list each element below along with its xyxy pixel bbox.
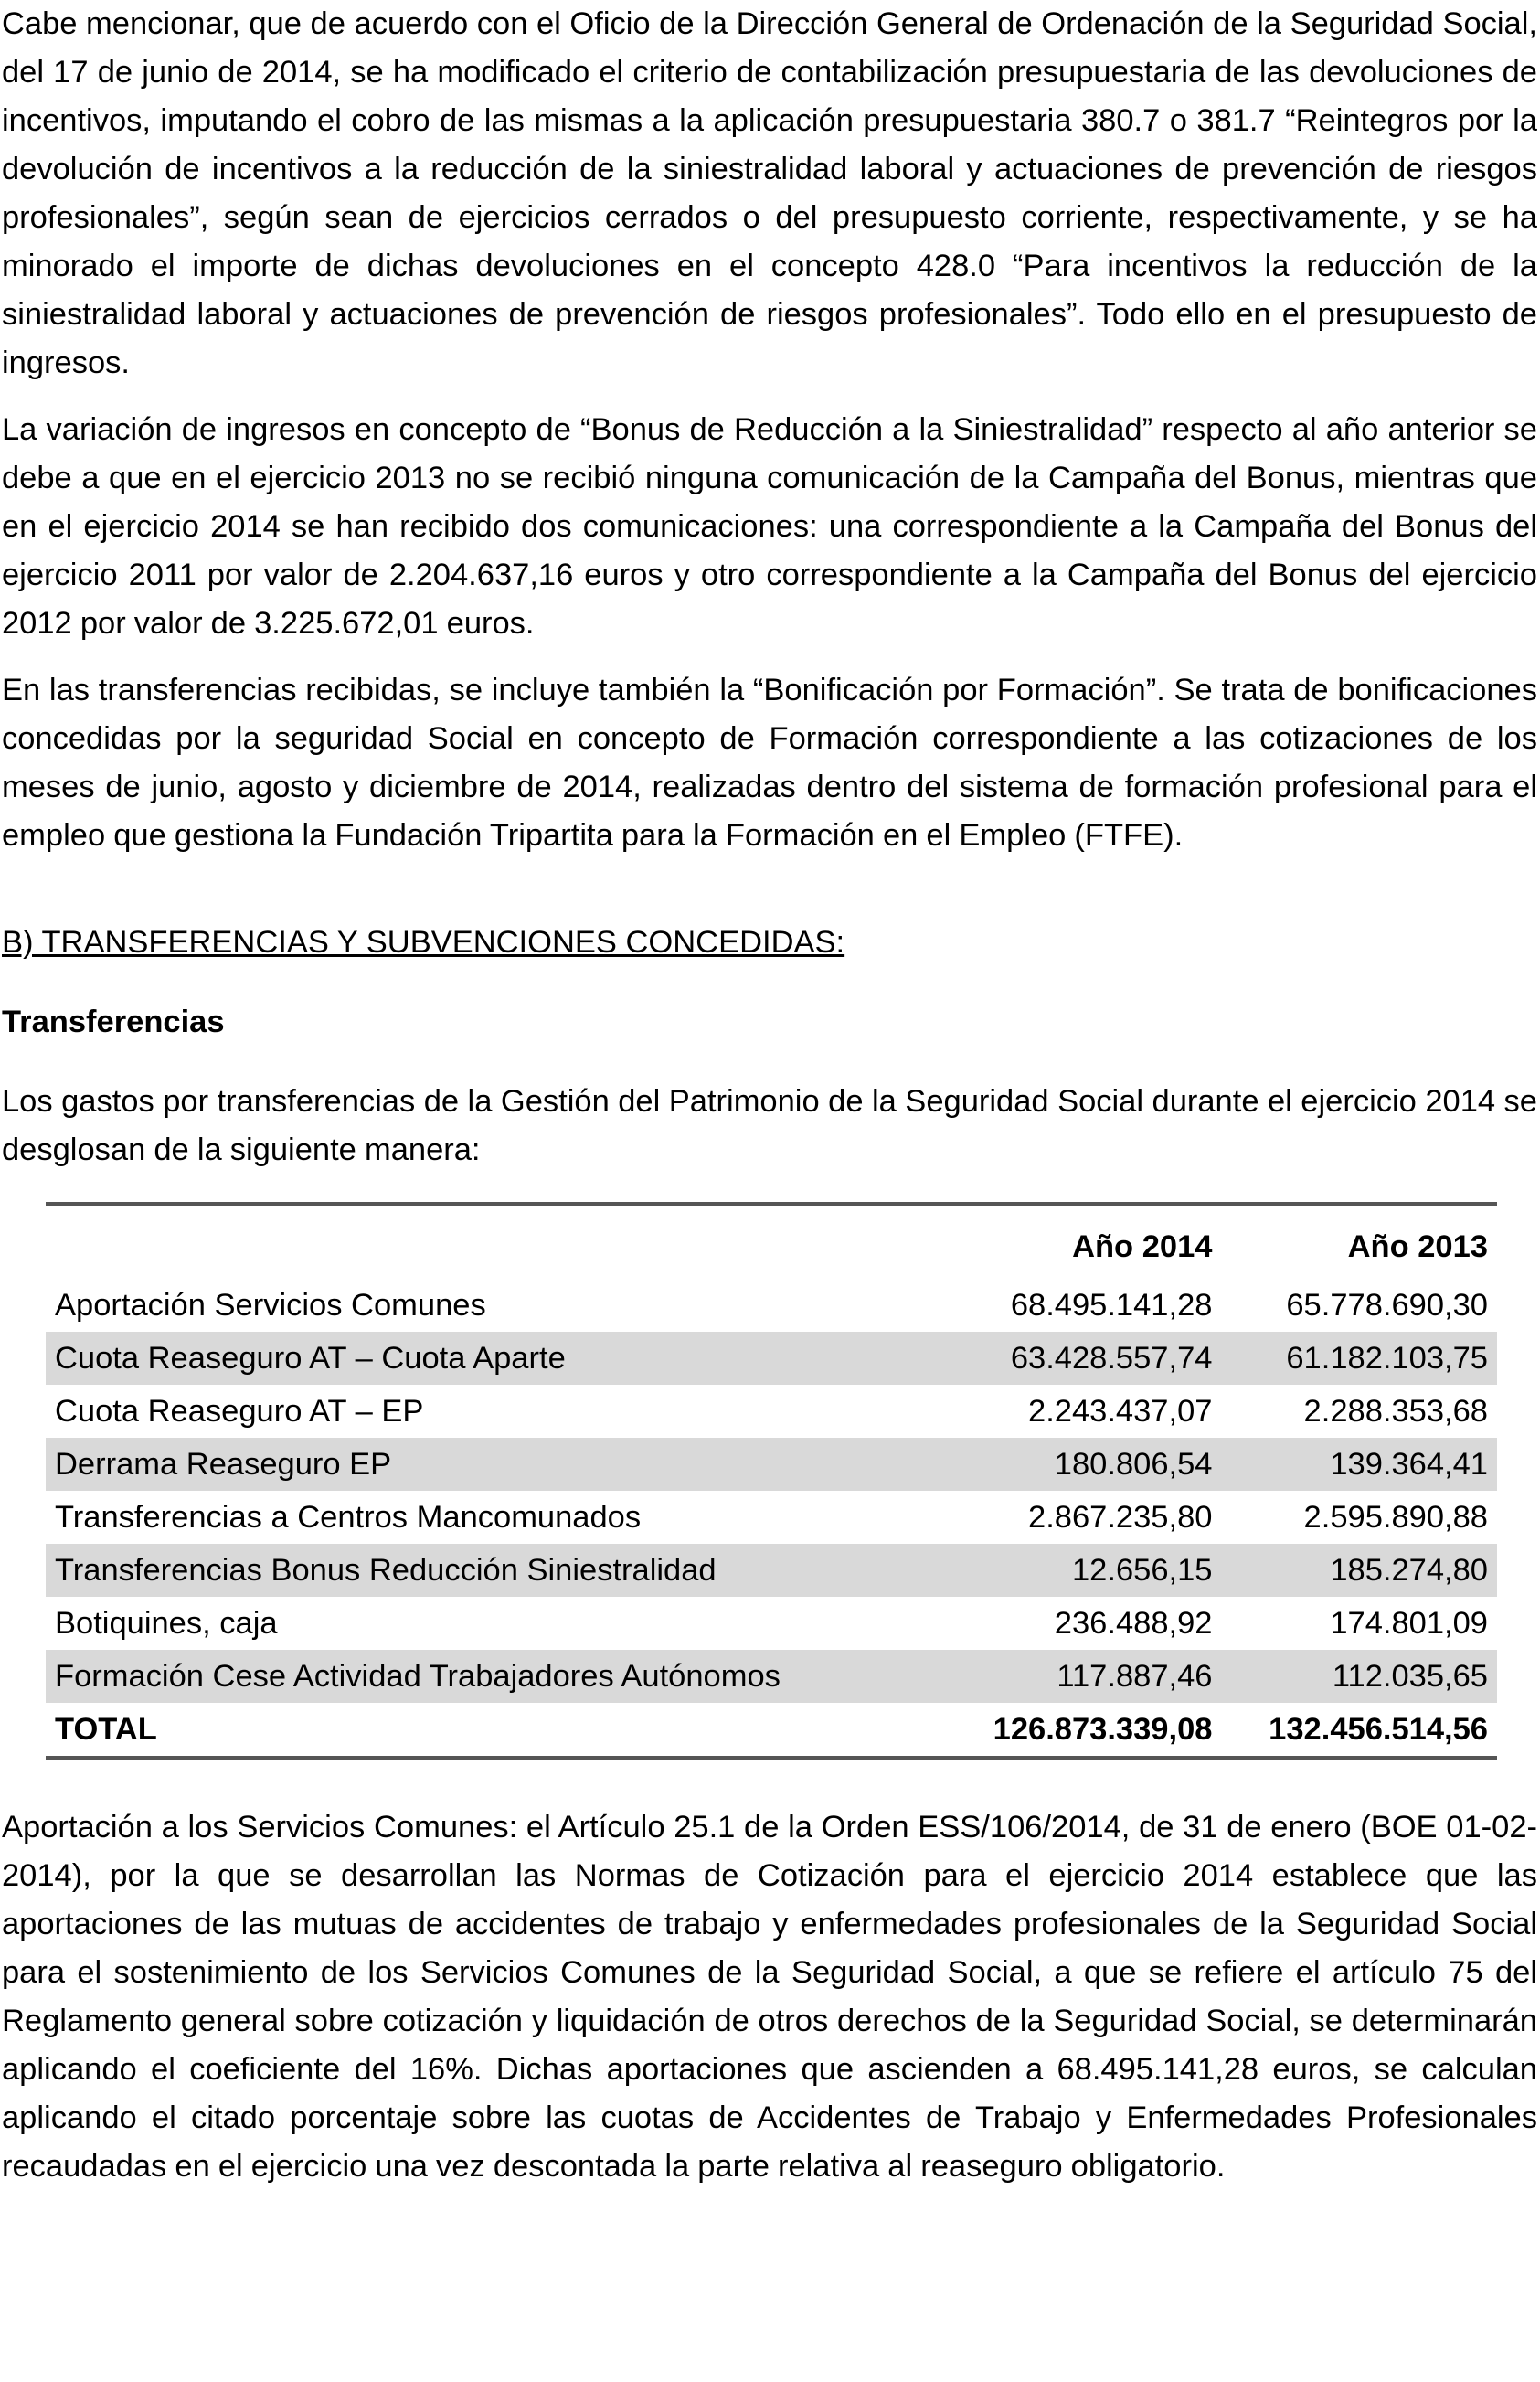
paragraph-devoluciones-incentivos: Cabe mencionar, que de acuerdo con el Oficio de la Dirección General de Ordenación de la Seguridad Social, del 17 de junio de 2014, se ha modificado el criterio de contabilización presupuestaria de las devoluciones de incentivos, imputando el cobro de las mismas a la aplicación presupuestaria 380.7 o 381.7 “Reintegros por la devolución de incentivos a la reducción de la siniestralidad laboral y actuaciones de prevención de riesgos profesionales”, según sean de ejercicios cerrados o del presupuesto corriente, respectivamente, y se ha minorado el importe de dichas devoluciones en el concepto 428.0 “Para incentivos la reducción de la siniestralidad laboral y actuaciones de prevención de riesgos profesionales”. Todo ello en el presupuesto de ingresos. (2, 6, 1537, 380)
total-value-2013: 132.456.514,56 (1269, 1711, 1488, 1747)
row-value-2014: 2.243.437,07 (1028, 1393, 1213, 1429)
section-heading: B) TRANSFERENCIAS Y SUBVENCIONES CONCEDIDAS: (2, 925, 845, 960)
row-value-2013: 2.595.890,88 (1303, 1499, 1488, 1535)
table-header-2013: Año 2013 (1347, 1228, 1488, 1264)
table-header-2014: Año 2014 (1072, 1228, 1213, 1264)
table-row (46, 1279, 1497, 1332)
row-value-2014: 236.488,92 (1054, 1605, 1213, 1641)
total-value-2014: 126.873.339,08 (993, 1711, 1213, 1747)
row-value-2014: 117.887,46 (946, 1650, 1222, 1703)
row-value-2013: 2.288.353,68 (1303, 1393, 1488, 1429)
row-value-2014: 180.806,54 (946, 1438, 1222, 1491)
row-value-2013: 185.274,80 (1221, 1544, 1497, 1597)
row-label: Transferencias a Centros Mancomunados (55, 1499, 642, 1535)
row-label: Cuota Reaseguro AT – EP (55, 1393, 424, 1429)
subheading-transferencias: Transferencias (2, 1005, 225, 1039)
row-value-2013: 61.182.103,75 (1221, 1332, 1497, 1385)
table-row (46, 1544, 1497, 1597)
table-row (46, 1385, 1497, 1438)
total-label: TOTAL (55, 1711, 157, 1747)
transferencias-table-container (46, 1202, 1497, 1760)
table-row (46, 1491, 1497, 1544)
row-value-2014: 2.867.235,80 (1028, 1499, 1213, 1535)
row-label: Formación Cese Actividad Trabajadores Autónomos (46, 1650, 946, 1703)
row-label: Botiquines, caja (55, 1605, 278, 1641)
row-value-2014: 68.495.141,28 (1010, 1287, 1213, 1323)
paragraph-aportacion-servicios-comunes: Aportación a los Servicios Comunes: el Artículo 25.1 de la Orden ESS/106/2014, de 31 de enero (BOE 01-02-2014), por la que se desarrollan las Normas de Cotización para el ejercicio 2014 establece que las aportaciones de las mutuas de accidentes de trabajo y enfermedades profesionales de la Seguridad Social para el sostenimiento de los Servicios Comunes de la Seguridad Social, a que se refiere el artículo 75 del Reglamento general sobre cotización y liquidación de otros derechos de la Seguridad Social, se determinarán aplicando el coeficiente del 16%. Dichas aportaciones que ascienden a 68.495.141,28 euros, se calculan aplicando el citado porcentaje sobre las cuotas de Accidentes de Trabajo y Enfermedades Profesionales recaudadas en el ejercicio una vez descontada la parte relativa al reaseguro obligatorio. (2, 1810, 1537, 2184)
row-label: Derrama Reaseguro EP (46, 1438, 946, 1491)
row-value-2013: 174.801,09 (1330, 1605, 1488, 1641)
table-row (46, 1650, 1497, 1703)
row-value-2014: 63.428.557,74 (946, 1332, 1222, 1385)
row-value-2014: 12.656,15 (946, 1544, 1222, 1597)
table-row (46, 1438, 1497, 1491)
table-header-row (46, 1204, 1497, 1279)
row-label: Aportación Servicios Comunes (55, 1287, 486, 1323)
paragraph-bonus-siniestralidad: La variación de ingresos en concepto de “Bonus de Reducción a la Siniestralidad” respecto al año anterior se debe a que en el ejercicio 2013 no se recibió ninguna comunicación de la Campaña del Bonus, mientras que en el ejercicio 2014 se han recibido dos comunicaciones: una correspondiente a la Campaña del Bonus del ejercicio 2011 por valor de 2.204.637,16 euros y otro correspondiente a la Campaña del Bonus del ejercicio 2012 por valor de 3.225.672,01 euros. (2, 412, 1537, 641)
row-value-2013: 139.364,41 (1221, 1438, 1497, 1491)
table-header-label (46, 1204, 946, 1279)
table-row (46, 1597, 1497, 1650)
paragraph-gastos-transferencias: Los gastos por transferencias de la Gestión del Patrimonio de la Seguridad Social durante el ejercicio 2014 se desglosan de la siguiente manera: (2, 1084, 1537, 1167)
table-total-row (46, 1703, 1497, 1758)
row-label: Cuota Reaseguro AT – Cuota Aparte (46, 1332, 946, 1385)
row-value-2013: 65.778.690,30 (1286, 1287, 1488, 1323)
table-row (46, 1332, 1497, 1385)
paragraph-bonificacion-formacion: En las transferencias recibidas, se incluye también la “Bonificación por Formación”. Se trata de bonificaciones concedidas por la seguridad Social en concepto de Formación correspondiente a las cotizaciones de los meses de junio, agosto y diciembre de 2014, realizadas dentro del sistema de formación profesional para el empleo que gestiona la Fundación Tripartita para la Formación en el Empleo (FTFE). (2, 673, 1537, 853)
row-value-2013: 112.035,65 (1221, 1650, 1497, 1703)
transferencias-table (46, 1202, 1497, 1760)
row-label: Transferencias Bonus Reducción Siniestralidad (46, 1544, 946, 1597)
